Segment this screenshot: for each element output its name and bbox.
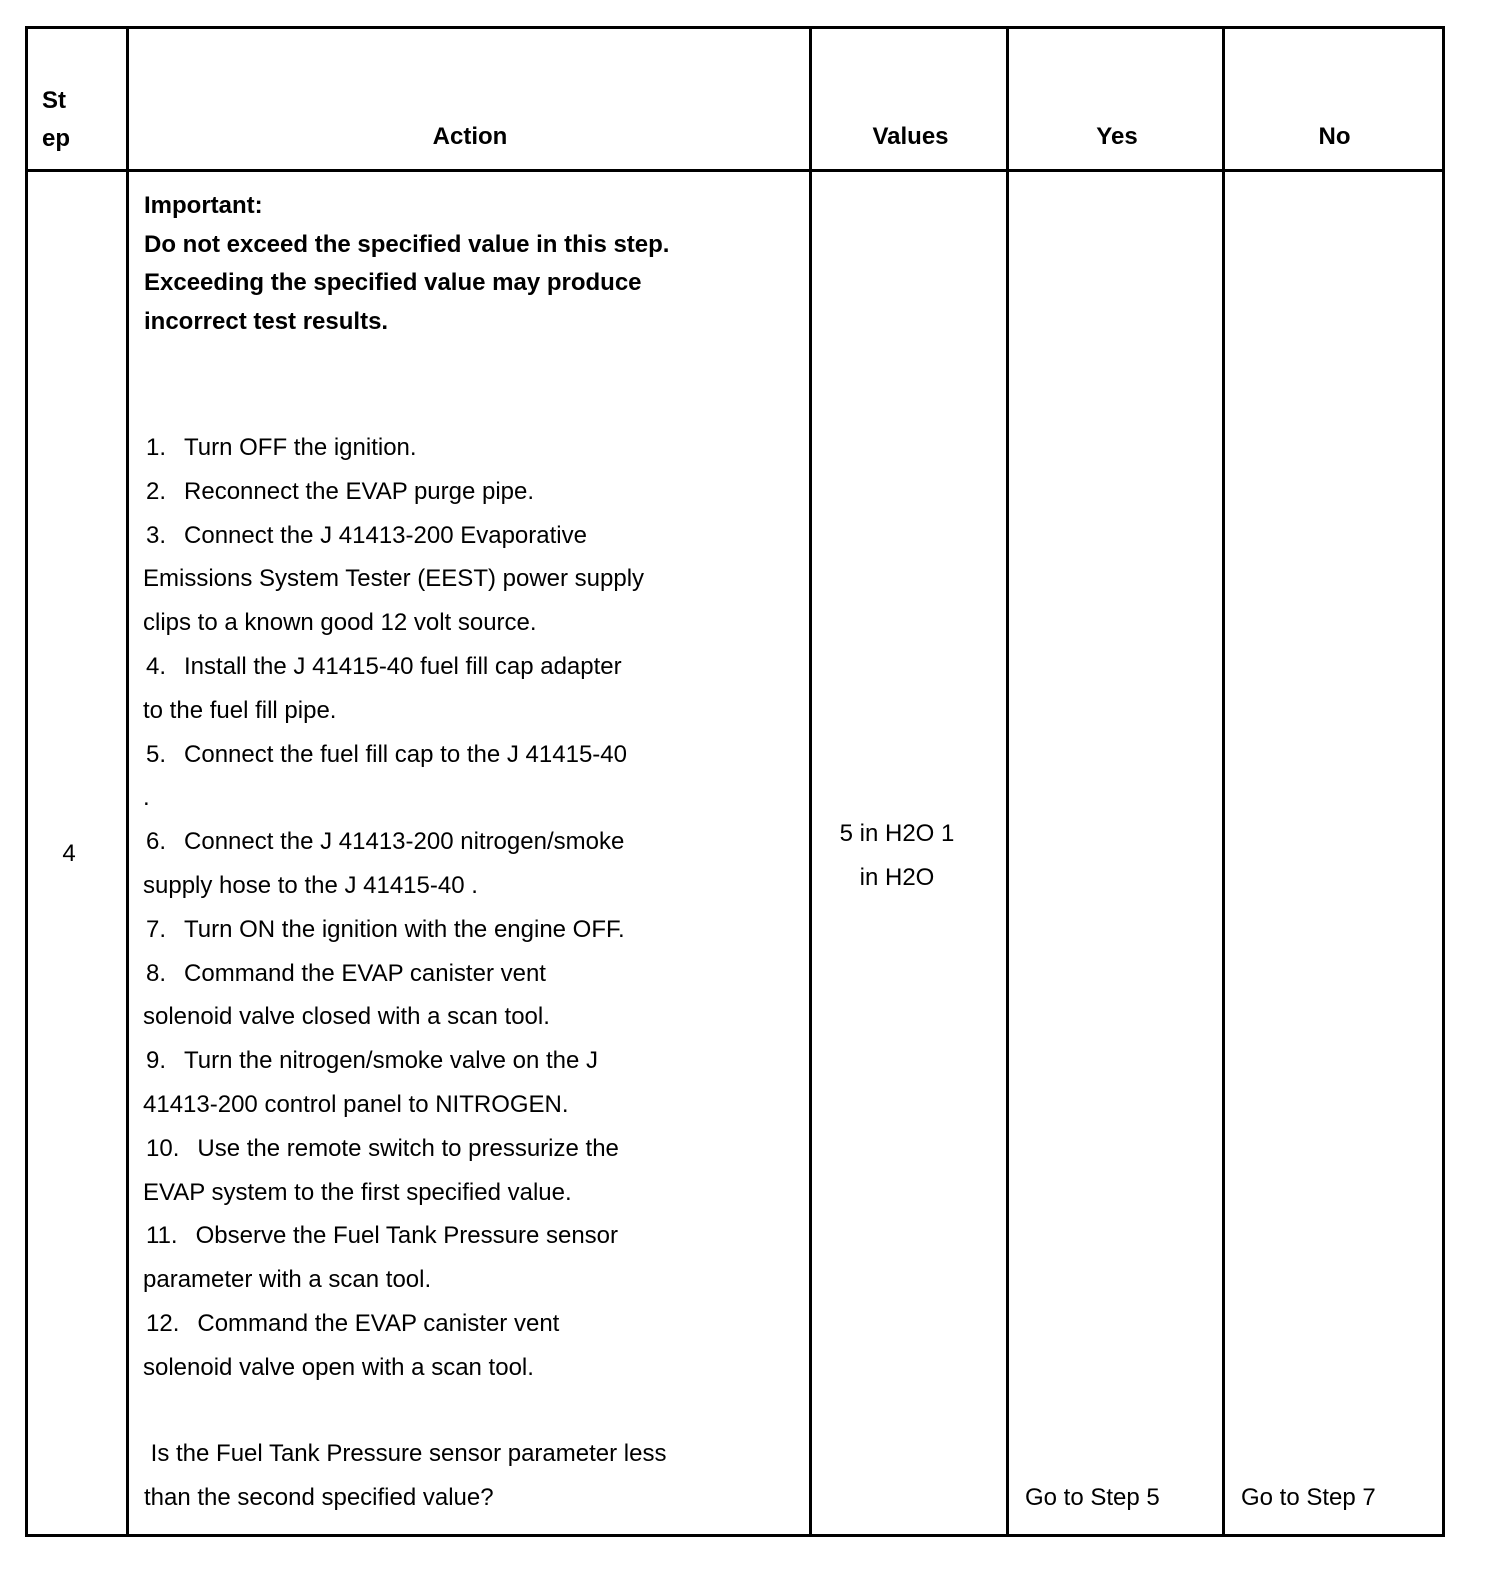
- step-line: [143, 952, 803, 996]
- step-line: [143, 557, 803, 601]
- step-item-text: Turn ON the ignition with the engine OFF.: [184, 915, 625, 943]
- step-item-text: Connect the J 41413-200 nitrogen/smoke: [184, 828, 625, 856]
- step-item-text: Connect the fuel fill cap to the J 41415-40: [184, 740, 627, 768]
- step-item-text: solenoid valve open with a scan tool.: [143, 1353, 534, 1381]
- step-number: 4: [62, 840, 76, 867]
- header-action: Action: [432, 123, 508, 150]
- step-item-text: Connect the J 41413-200 Evaporative: [184, 521, 587, 549]
- important-line: Exceeding the specified value may produce: [144, 269, 642, 297]
- step-line: [143, 1302, 803, 1346]
- step-item-text: solenoid valve closed with a scan tool.: [143, 1003, 550, 1031]
- header-step: [42, 82, 102, 158]
- important-note: [144, 187, 804, 341]
- column-divider-values: [1006, 26, 1009, 1537]
- step-item-text: Turn OFF the ignition.: [184, 434, 417, 461]
- step-item-number: 12.: [146, 1309, 180, 1337]
- step-item-number: 5.: [146, 740, 167, 768]
- step-line: [143, 820, 803, 864]
- step-item-text: Command the EVAP canister vent: [197, 1309, 560, 1337]
- step-line: [143, 1127, 803, 1171]
- step-line: [143, 1083, 803, 1127]
- step-item-number: 7.: [146, 915, 167, 943]
- step-item-text: Reconnect the EVAP purge pipe.: [184, 477, 535, 505]
- step-item-text: clips to a known good 12 volt source.: [143, 609, 537, 637]
- step-item-text: supply hose to the J 41415-40 .: [143, 871, 478, 899]
- step-line: [143, 645, 803, 689]
- step-item-text: .: [143, 784, 150, 812]
- step-item-text: parameter with a scan tool.: [143, 1266, 432, 1294]
- step-line: [143, 689, 803, 733]
- step-line: [143, 1039, 803, 1083]
- step-item-number: 9.: [146, 1047, 167, 1075]
- header-step-line2: ep: [42, 125, 71, 152]
- step-item-text: Use the remote switch to pressurize the: [197, 1134, 619, 1162]
- question-line: Is the Fuel Tank Pressure sensor parameter less: [144, 1440, 667, 1467]
- important-label: Important:: [144, 192, 263, 219]
- values-cell: [813, 812, 981, 899]
- step-line: [143, 601, 803, 645]
- column-divider-action: [809, 26, 812, 1537]
- step-item-number: 10.: [146, 1134, 180, 1162]
- step-item-number: 2.: [146, 477, 167, 505]
- step-line: [143, 776, 803, 820]
- step-line: [143, 908, 803, 952]
- step-item-number: 11.: [146, 1222, 178, 1250]
- step-item-number: 8.: [146, 959, 167, 987]
- step-item-number: 6.: [146, 828, 167, 856]
- step-item-text: Observe the Fuel Tank Pressure sensor: [195, 1222, 619, 1250]
- step-item-number: 3.: [146, 521, 167, 549]
- step-item-text: Command the EVAP canister vent: [184, 959, 546, 987]
- step-item-number: 4.: [146, 652, 167, 680]
- step-item-text: to the fuel fill pipe.: [143, 696, 337, 724]
- header-no: No: [1318, 123, 1351, 150]
- important-line: incorrect test results.: [144, 307, 389, 335]
- no-result: Go to Step 7: [1241, 1484, 1376, 1511]
- header-divider: [25, 169, 1445, 172]
- step-line: [143, 1258, 803, 1302]
- step-line: [143, 470, 803, 514]
- step-item-text: Install the J 41415-40 fuel fill cap adapter: [184, 652, 622, 680]
- values-line: in H2O: [859, 863, 935, 891]
- step-item-text: Turn the nitrogen/smoke valve on the J: [184, 1047, 599, 1075]
- column-divider-step: [126, 26, 129, 1537]
- column-divider-yes: [1222, 26, 1225, 1537]
- header-yes: Yes: [1096, 123, 1138, 150]
- question: [144, 1432, 804, 1520]
- important-line: Do not exceed the specified value in this step.: [144, 230, 670, 258]
- step-item-text: Emissions System Tester (EEST) power supply: [143, 565, 645, 593]
- header-values: Values: [872, 123, 949, 150]
- step-item-number: 1.: [146, 434, 167, 461]
- question-line: than the second specified value?: [144, 1484, 494, 1511]
- step-line: [143, 1214, 803, 1258]
- values-line: 5 in H2O 1: [839, 820, 955, 847]
- header-step-line1: St: [42, 87, 66, 114]
- step-line: [143, 864, 803, 908]
- step-line: [143, 995, 803, 1039]
- step-line: [143, 1171, 803, 1215]
- step-line: [143, 733, 803, 777]
- step-item-text: EVAP system to the first specified value.: [143, 1178, 572, 1206]
- step-line: [143, 1346, 803, 1390]
- step-item-text: 41413-200 control panel to NITROGEN.: [143, 1090, 569, 1118]
- step-line: [143, 426, 803, 470]
- procedure-steps: [143, 426, 803, 1390]
- yes-result: Go to Step 5: [1025, 1484, 1160, 1511]
- step-line: [143, 514, 803, 558]
